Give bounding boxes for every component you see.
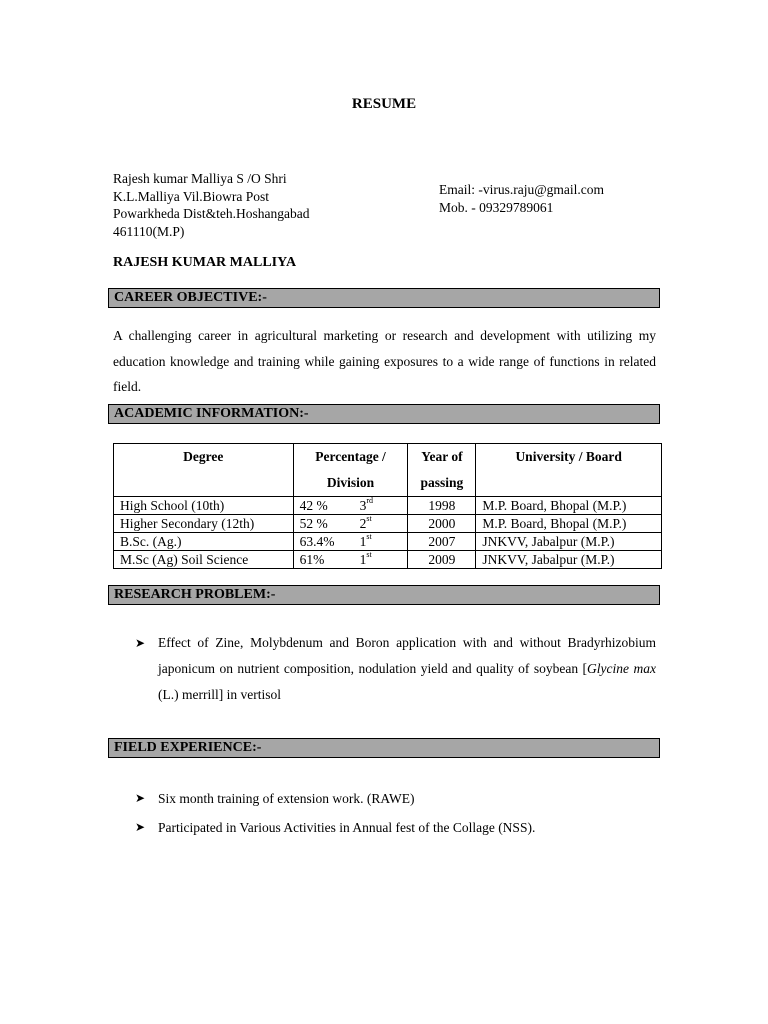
career-objective-text: A challenging career in agricultural marketing or research and development with utilizing my education knowledge and training while gaining exposures to a wide range of functions in related field. <box>113 328 656 394</box>
candidate-name: RAJESH KUMAR MALLIYA <box>113 255 297 270</box>
cell-degree: Higher Secondary (12th) <box>114 515 294 533</box>
mobile-text: Mob. - 09329789061 <box>439 199 554 215</box>
field-experience-list <box>135 784 535 842</box>
arrow-bullet-icon: ➤ <box>135 636 146 650</box>
academic-information-heading: ACADEMIC INFORMATION:- <box>108 404 660 424</box>
research-problem-list <box>135 630 656 708</box>
cell-year: 2000 <box>408 515 476 533</box>
cell-percentage: 61% 1st <box>293 551 408 569</box>
header-percentage: Percentage / Division <box>293 444 408 497</box>
cell-university: M.P. Board, Bhopal (M.P.) <box>476 497 662 515</box>
cell-degree: M.Sc (Ag) Soil Science <box>114 551 294 569</box>
arrow-bullet-icon: ➤ <box>135 791 146 805</box>
cell-year: 1998 <box>408 497 476 515</box>
table-row <box>114 551 662 569</box>
cell-degree: High School (10th) <box>114 497 294 515</box>
cell-university: M.P. Board, Bhopal (M.P.) <box>476 515 662 533</box>
header-year: Year of passing <box>408 444 476 497</box>
address-line: K.L.Malliya Vil.Biowra Post <box>113 188 270 204</box>
cell-degree: B.Sc. (Ag.) <box>114 533 294 551</box>
cell-university: JNKVV, Jabalpur (M.P.) <box>476 533 662 551</box>
contact-block <box>439 181 604 216</box>
address-block <box>113 170 309 240</box>
address-line: Powarkheda Dist&teh.Hoshangabad <box>113 206 310 221</box>
cell-university: JNKVV, Jabalpur (M.P.) <box>476 551 662 569</box>
header-university: University / Board <box>476 444 662 497</box>
cell-percentage: 42 % 3rd <box>293 497 408 515</box>
address-line: 461110(M.P) <box>113 223 185 239</box>
academic-table <box>113 443 662 569</box>
resume-title: RESUME <box>351 96 417 112</box>
arrow-bullet-icon: ➤ <box>135 820 146 834</box>
table-header-row <box>114 444 662 497</box>
address-line: Rajesh kumar Malliya S /O Shri <box>113 171 287 186</box>
header-degree: Degree <box>114 444 294 497</box>
field-experience-heading: FIELD EXPERIENCE:- <box>108 738 660 758</box>
list-item: ➤ Six month training of extension work. (RAWE) <box>135 784 535 813</box>
career-objective-heading: CAREER OBJECTIVE:- <box>108 288 660 308</box>
email-text: Email: -virus.raju@gmail.com <box>439 182 605 197</box>
table-row <box>114 497 662 515</box>
table-row <box>114 533 662 551</box>
cell-year: 2009 <box>408 551 476 569</box>
cell-year: 2007 <box>408 533 476 551</box>
list-item: ➤ Effect of Zine, Molybdenum and Boron application with and without Bradyrhizobium japonicum on nutrient composition, nodulation yield and quality of soybean [Glycine max (L.) merrill] in vertisol <box>135 630 656 708</box>
list-item: ➤ Participated in Various Activities in Annual fest of the Collage (NSS). <box>135 813 535 842</box>
cell-percentage: 52 % 2st <box>293 515 408 533</box>
research-problem-heading: RESEARCH PROBLEM:- <box>108 585 660 605</box>
cell-percentage: 63.4% 1st <box>293 533 408 551</box>
table-row <box>114 515 662 533</box>
